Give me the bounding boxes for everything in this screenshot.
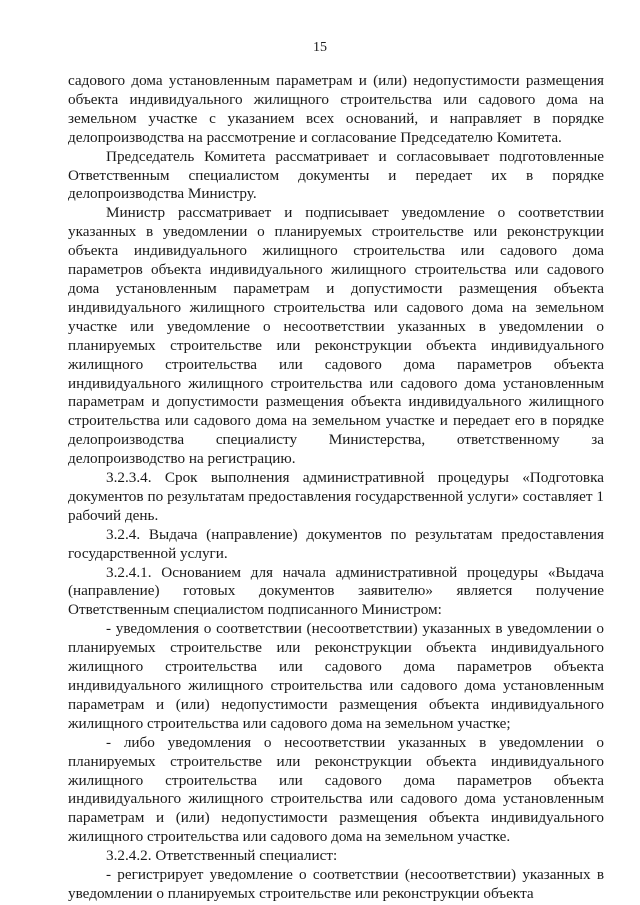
page-number: 15 [313, 40, 327, 55]
paragraph-3: Министр рассматривает и подписывает уведомление о соответствии указанных в уведомлении о планируемых строительстве или реконструкции объекта индивидуального жилищного строительства или садового дома параметров объекта индивидуального жилищного строительства или садового дома установленным параметрам и допустимости размещения объекта индивидуального жилищного строительства или садового дома на земельном участке или уведомление о несоответствии указанных в уведомлении о планируемых строительстве или реконструкции объекта индивидуального жилищного строительства или садового дома параметров объекта индивидуального жилищного строительства или садового дома установленным параметрам и допустимости размещения объекта индивидуального жилищного строительства или садового дома на земельном участке и передает его в порядке делопроизводства специалисту Министерства, ответственному за делопроизводство на регистрацию. [68, 204, 604, 468]
paragraph-2: Председатель Комитета рассматривает и согласовывает подготовленные Ответственным специалистом документы и передает их в порядке делопроизводства Министру. [68, 147, 604, 203]
paragraph-4: 3.2.3.4. Срок выполнения административной процедуры «Подготовка документов по результатам предоставления государственной услуги» составляет 1 рабочий день. [68, 469, 604, 524]
paragraph-7: - уведомления о соответствии (несоответствии) указанных в уведомлении о планируемых строительстве или реконструкции объекта индивидуального жилищного строительства или садового дома параметров объекта индивидуального жилищного строительства или садового дома установленным параметрам и (или) недопустимости размещения объекта индивидуального жилищного строительства или садового дома на земельном участке; [68, 620, 604, 732]
paragraph-1: садового дома установленным параметрам и (или) недопустимости размещения объекта индивидуального жилищного строительства или садового дома на земельном участке с указанием всех оснований, и направляет в порядке делопроизводства на рассмотрение и согласование Председателю Комитета. [68, 72, 604, 146]
paragraph-9: 3.2.4.2. Ответственный специалист: [106, 847, 338, 865]
paragraph-10: - регистрирует уведомление о соответствии (несоответствии) указанных в уведомлении о планируемых строительстве или реконструкции объекта [68, 866, 604, 902]
document-body [68, 72, 604, 904]
paragraph-6: 3.2.4.1. Основанием для начала административной процедуры «Выдача (направление) готовых документов заявителю» является получение Ответственным специалистом подписанного Министром: [68, 563, 604, 619]
paragraph-8: - либо уведомления о несоответствии указанных в уведомлении о планируемых строительстве или реконструкции объекта индивидуального жилищного строительства или садового дома параметров объекта индивидуального жилищного строительства или садового дома установленным параметрам и (или) недопустимости размещения объекта индивидуального жилищного строительства или садового дома на земельном участке. [68, 733, 604, 846]
paragraph-5: 3.2.4. Выдача (направление) документов по результатам предоставления государственной услуги. [68, 525, 604, 562]
